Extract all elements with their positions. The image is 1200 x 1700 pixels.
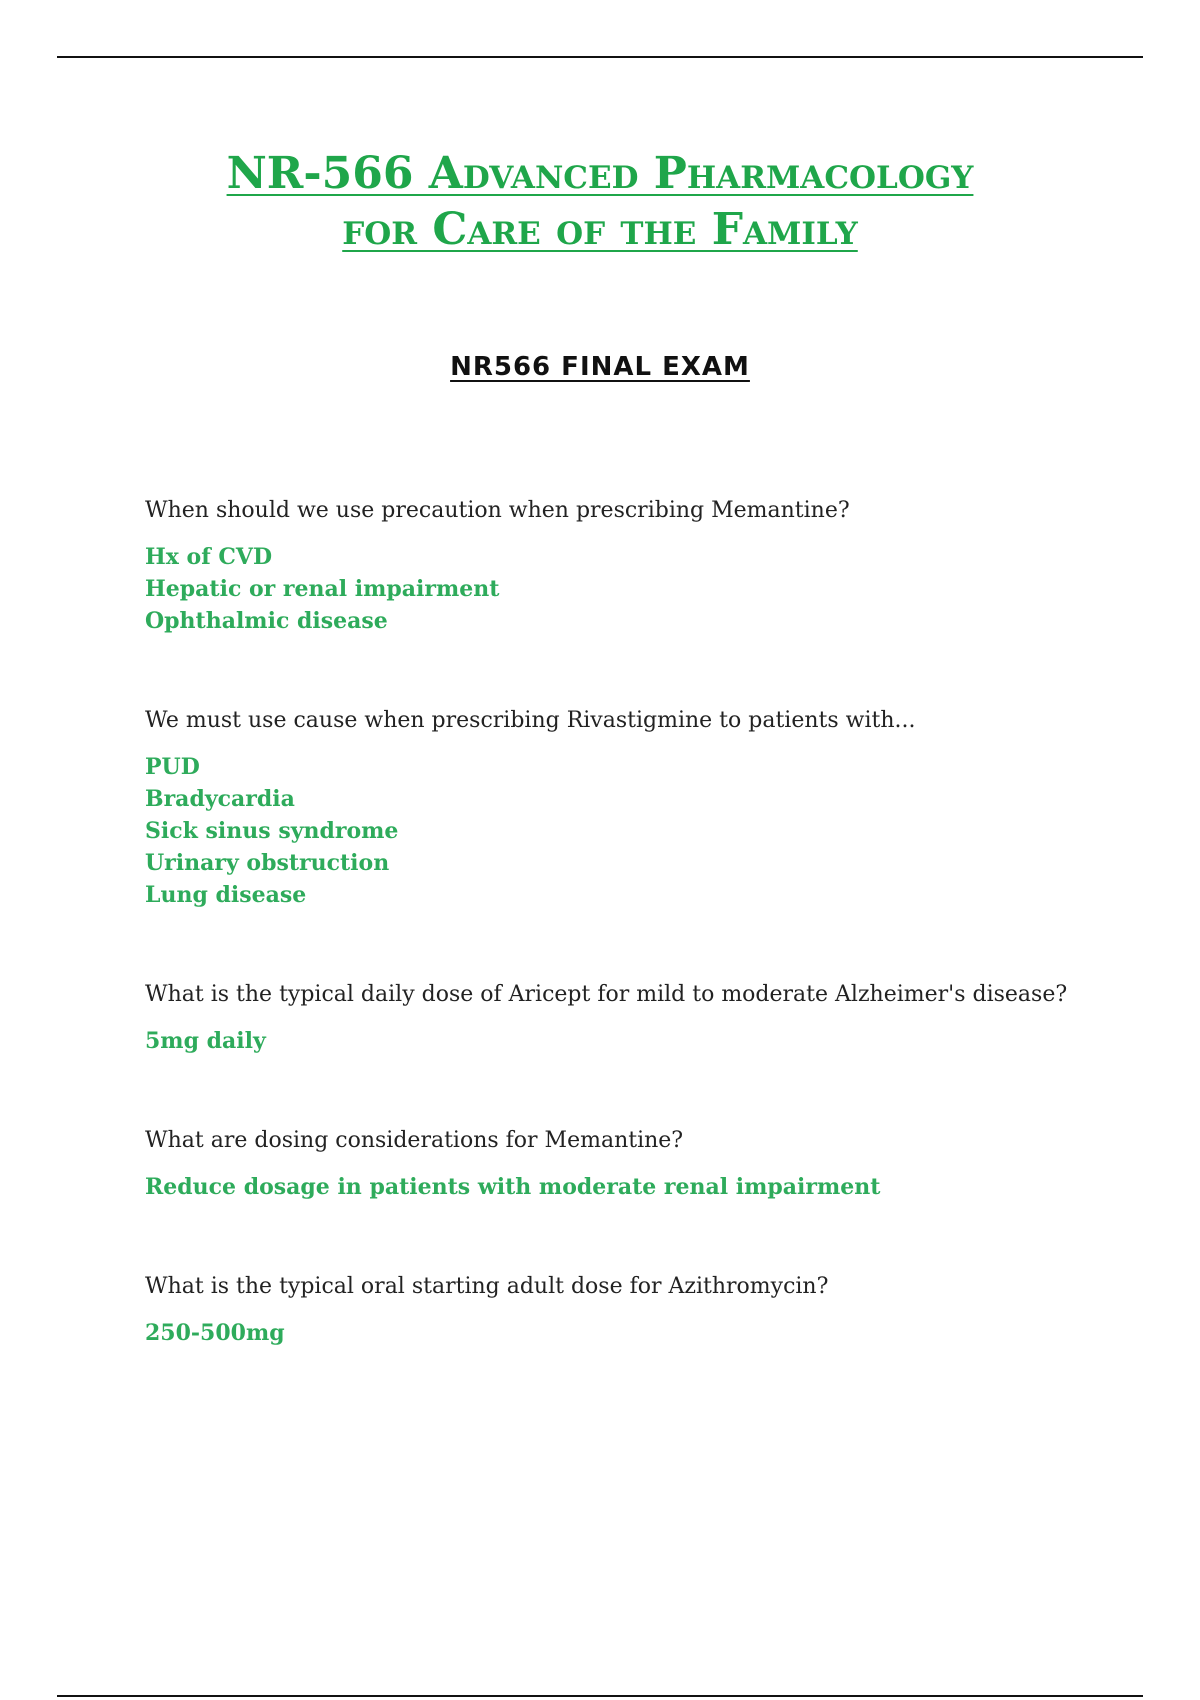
answer-list <box>145 1025 1105 1057</box>
document-title <box>0 146 1200 258</box>
answer-item: PUD <box>145 754 200 780</box>
answer-item: Reduce dosage in patients with moderate renal impairment <box>145 1174 881 1200</box>
answer-item: Hepatic or renal impairment <box>145 576 500 602</box>
question-text: When should we use precaution when prescribing Memantine? <box>145 498 850 523</box>
answer-item: Hx of CVD <box>145 544 273 570</box>
subtitle-text: NR566 FINAL EXAM <box>450 352 750 382</box>
answer-item: Sick sinus syndrome <box>145 818 399 844</box>
qa-item <box>145 1125 1105 1203</box>
answer-item: 5mg daily <box>145 1028 266 1054</box>
qa-item <box>145 495 1105 637</box>
answer-list <box>145 1171 1105 1203</box>
question-text: What is the typical oral starting adult dose for Azithromycin? <box>145 1274 829 1299</box>
answer-list <box>145 751 1105 911</box>
answer-list <box>145 541 1105 637</box>
answer-item: Lung disease <box>145 882 307 908</box>
answer-item: Ophthalmic disease <box>145 608 388 634</box>
bottom-rule <box>57 1695 1143 1697</box>
document-subtitle <box>0 350 1200 384</box>
top-rule <box>57 56 1143 58</box>
title-line-2: for Care of the Family <box>342 204 858 255</box>
qa-item <box>145 979 1105 1057</box>
answer-item: Urinary obstruction <box>145 850 390 876</box>
answer-item: Bradycardia <box>145 786 295 812</box>
answer-list <box>145 1317 1105 1349</box>
question-text: What is the typical daily dose of Aricept for mild to moderate Alzheimer's disease? <box>145 982 1068 1007</box>
qa-item <box>145 1271 1105 1349</box>
answer-item: 250-500mg <box>145 1320 285 1346</box>
qa-item <box>145 705 1105 911</box>
question-text: What are dosing considerations for Memantine? <box>145 1128 684 1153</box>
title-line-1: NR-566 Advanced Pharmacology <box>226 148 974 199</box>
question-text: We must use cause when prescribing Rivastigmine to patients with... <box>145 708 916 733</box>
qa-list <box>145 495 1105 1349</box>
